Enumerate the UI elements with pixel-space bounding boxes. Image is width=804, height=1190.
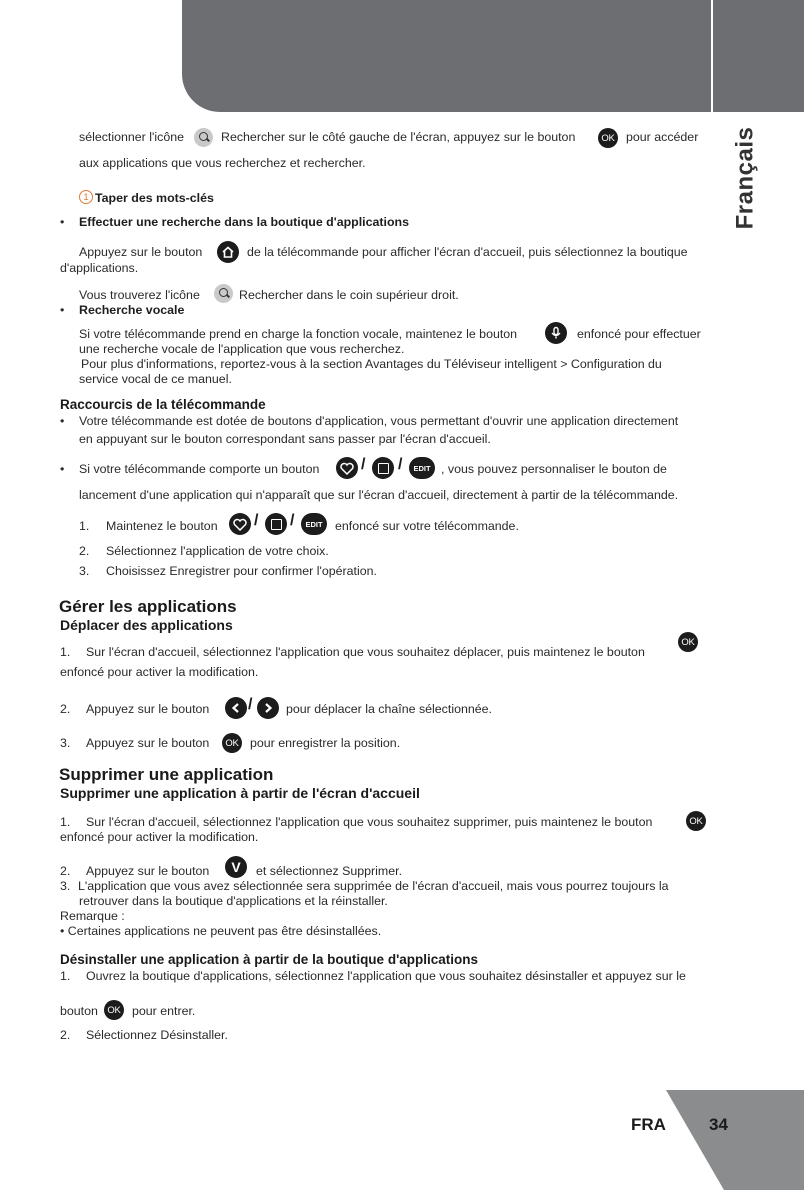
language-label: Français [731, 126, 758, 229]
step-text: Sélectionnez l'application de votre choix. [106, 544, 329, 558]
paragraph: une recherche vocale de l'application que vous recherchez. [79, 342, 405, 356]
step-text: et sélectionnez Supprimer. [256, 864, 403, 878]
step-text: pour entrer. [132, 1004, 196, 1018]
ok-button-icon: OK [222, 733, 242, 753]
step-text: enfoncé pour activer la modification. [60, 830, 259, 844]
intro-text: sélectionner l'icône [79, 130, 184, 144]
step-text: Ouvrez la boutique d'applications, sélectionnez l'application que vous souhaitez désinstaller et appuyez sur le [86, 969, 686, 983]
paragraph: service vocal de ce manuel. [79, 372, 232, 386]
step-number: 2. [79, 544, 90, 558]
paragraph: Pour plus d'informations, reportez-vous à la section Avantages du Téléviseur intelligent > Configuration du [81, 357, 662, 371]
slash: / [290, 512, 295, 529]
paragraph: enfoncé pour effectuer [577, 327, 701, 341]
step-text: enfoncé sur votre télécommande. [335, 519, 519, 533]
paragraph: Vous trouverez l'icône [79, 288, 200, 302]
microphone-icon [545, 322, 567, 344]
language-tab [722, 120, 768, 235]
step-text: Appuyez sur le bouton [86, 736, 210, 750]
paragraph: Votre télécommande est dotée de boutons d'application, vous permettant d'ouvrir une application directement [79, 414, 679, 428]
step-text: Appuyez sur le bouton [86, 702, 210, 716]
shop-search-heading: Effectuer une recherche dans la boutique d'applications [79, 215, 409, 229]
search-icon [214, 284, 233, 303]
slash: / [254, 512, 259, 529]
step-number: 3. [60, 879, 71, 893]
arrow-left-icon [225, 697, 247, 719]
step-number: 2. [60, 864, 71, 878]
v-button-icon: V [225, 856, 247, 878]
step-number: 1. [60, 645, 71, 659]
paragraph: en appuyant sur le bouton correspondant sans passer par l'écran d'accueil. [79, 432, 491, 446]
ok-button-icon: OK [598, 128, 618, 148]
paragraph: de la télécommande pour afficher l'écran d'accueil, puis sélectionnez la boutique [247, 245, 688, 259]
language-code: FRA [631, 1115, 666, 1134]
paragraph: , vous pouvez personnaliser le bouton de [441, 462, 667, 476]
intro-text: aux applications que vous recherchez et rechercher. [79, 156, 366, 170]
slash: / [398, 456, 403, 473]
intro-text: Rechercher sur le côté gauche de l'écran, appuyez sur le bouton [221, 130, 576, 144]
step-text: Sur l'écran d'accueil, sélectionnez l'application que vous souhaitez supprimer, puis maintenez le bouton [86, 815, 653, 829]
arrow-right-icon [257, 697, 279, 719]
edit-button-icon: EDIT [409, 457, 435, 479]
slash: / [361, 456, 366, 473]
home-icon [217, 241, 239, 263]
slash: / [248, 696, 253, 713]
step-number-badge: 1 [79, 190, 93, 204]
edit-button-icon: EDIT [301, 513, 327, 535]
step-text: pour enregistrer la position. [250, 736, 401, 750]
paragraph: Appuyez sur le bouton [79, 245, 203, 259]
step-text: enfoncé pour activer la modification. [60, 665, 259, 679]
search-icon [194, 128, 213, 147]
bullet: • [60, 462, 65, 476]
step-text: bouton [60, 1004, 98, 1018]
heart-app-icon [336, 457, 358, 479]
paragraph: Si votre télécommande prend en charge la fonction vocale, maintenez le bouton [79, 327, 518, 341]
step-text: Appuyez sur le bouton [86, 864, 210, 878]
section-title: Supprimer une application [59, 765, 274, 784]
step-text: Sélectionnez Désinstaller. [86, 1028, 228, 1042]
section-subtitle: Déplacer des applications [60, 617, 233, 633]
heart-app-icon [229, 513, 251, 535]
paragraph: Rechercher dans le coin supérieur droit. [239, 288, 459, 302]
step-number: 1. [60, 815, 71, 829]
step-text: Choisissez Enregistrer pour confirmer l'opération. [106, 564, 377, 578]
section-heading: Raccourcis de la télécommande [60, 397, 266, 412]
bullet: • [60, 215, 65, 229]
bullet: • [60, 303, 65, 317]
page-number: 34 [709, 1115, 728, 1134]
step-number: 3. [79, 564, 90, 578]
paragraph: Si votre télécommande comporte un bouton [79, 462, 320, 476]
note-text: • Certaines applications ne peuvent pas être désinstallées. [60, 924, 382, 938]
step-text: retrouver dans la boutique d'applications et la réinstaller. [79, 894, 388, 908]
voice-heading: Recherche vocale [79, 303, 185, 317]
step-text: pour déplacer la chaîne sélectionnée. [286, 702, 492, 716]
step-number: 3. [60, 736, 71, 750]
bullet: • [60, 414, 65, 428]
note-label: Remarque : [60, 909, 125, 923]
step-number: 2. [60, 702, 71, 716]
step-number: 1. [60, 969, 71, 983]
header-divider [711, 0, 713, 112]
step-text: Sur l'écran d'accueil, sélectionnez l'application que vous souhaitez déplacer, puis maintenez le bouton [86, 645, 645, 659]
step-number: 2. [60, 1028, 71, 1042]
section-subtitle: Supprimer une application à partir de l'écran d'accueil [60, 785, 420, 801]
paragraph: d'applications. [60, 261, 139, 275]
paragraph: lancement d'une application qui n'apparaît que sur l'écran d'accueil, directement à partir de la télécommande. [79, 488, 679, 502]
edit-square-icon [372, 457, 394, 479]
section-heading: Désinstaller une application à partir de la boutique d'applications [60, 952, 479, 967]
edit-square-icon [265, 513, 287, 535]
ok-button-icon: OK [686, 811, 706, 831]
footer-band [666, 1090, 804, 1190]
step-text: L'application que vous avez sélectionnée sera supprimée de l'écran d'accueil, mais vous pourrez toujours la [78, 879, 669, 893]
keywords-heading: Taper des mots-clés [95, 191, 214, 205]
intro-text: pour accéder [626, 130, 699, 144]
step-number: 1. [79, 519, 90, 533]
step-text: Maintenez le bouton [106, 519, 218, 533]
section-title: Gérer les applications [59, 597, 237, 616]
ok-button-icon: OK [104, 1000, 124, 1020]
ok-button-icon: OK [678, 632, 698, 652]
